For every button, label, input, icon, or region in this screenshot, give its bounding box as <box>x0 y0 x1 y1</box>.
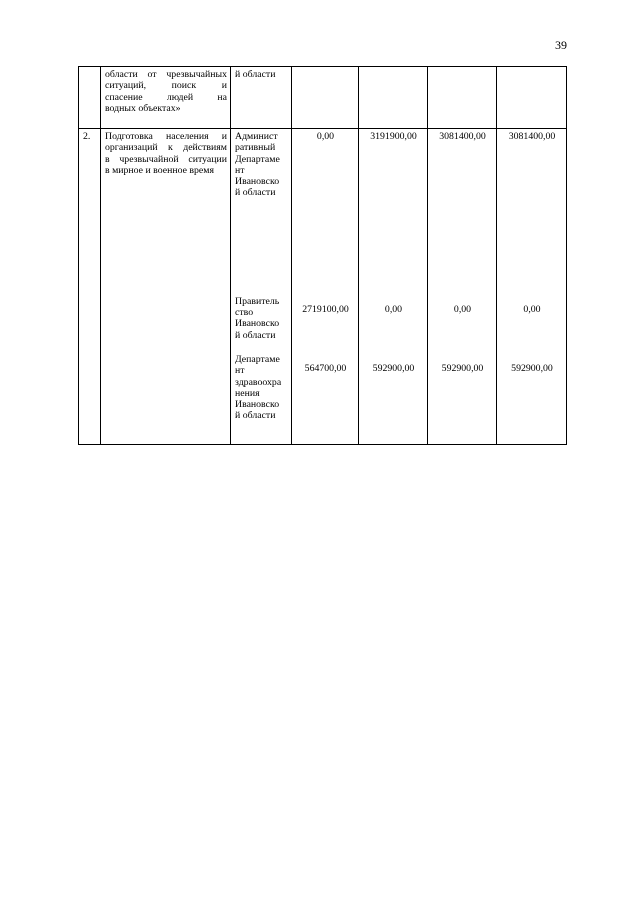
value-cell: 0,00 <box>523 304 541 316</box>
executor-line: Департаме <box>235 353 280 365</box>
value-cell: 0,00 <box>453 304 472 316</box>
executor-line: й области <box>235 410 276 422</box>
name-line: области от чрезвычайных <box>105 69 227 80</box>
value-column <box>292 129 359 445</box>
executor-line: Департаме <box>235 153 280 165</box>
value-column <box>359 129 428 445</box>
budget-table <box>78 66 567 445</box>
executor-line: Правитель <box>235 295 280 307</box>
executor-line: й области <box>235 187 276 199</box>
executor-line: Ивановско <box>235 176 280 188</box>
executor-health-department <box>235 354 288 422</box>
value-cell: 0,00 <box>384 304 403 316</box>
executor-line: й области <box>235 69 276 80</box>
measure-name <box>101 67 231 129</box>
table-row <box>79 129 567 445</box>
name-line: организаций к действиям <box>105 142 227 154</box>
value-cell: 0,00 <box>316 131 335 142</box>
value-cell <box>497 67 567 129</box>
name-line: спасение людей на <box>105 91 227 103</box>
value-cell: 3081400,00 <box>508 131 556 142</box>
name-line: водных объектах» <box>105 102 181 114</box>
name-line: ситуаций, поиск и <box>105 80 227 92</box>
value-cell: 564700,00 <box>304 362 347 374</box>
executor-line: нт <box>235 164 245 176</box>
value-cell: 592900,00 <box>372 362 415 374</box>
executor-line: ство <box>235 307 254 319</box>
name-line: в чрезвычайной ситуации <box>105 153 227 165</box>
table-row <box>79 67 567 129</box>
value-column <box>428 129 497 445</box>
executor-government <box>235 296 288 341</box>
executor-line: ративный <box>235 142 276 154</box>
value-cell: 592900,00 <box>511 362 553 374</box>
executor-admin-department <box>235 131 288 199</box>
row-number: 2. <box>79 129 101 445</box>
executor-line: й области <box>235 329 276 341</box>
value-cell: 3081400,00 <box>439 131 486 142</box>
executor-cell <box>231 67 292 129</box>
executor-line: здравоохра <box>235 376 282 388</box>
value-cell <box>292 67 359 129</box>
value-cell <box>359 67 428 129</box>
executor-line: Ивановско <box>235 318 280 330</box>
value-column <box>497 129 567 445</box>
row-number <box>79 67 101 129</box>
name-line: Подготовка населения и <box>105 131 227 142</box>
executor-line: нения <box>235 387 260 399</box>
value-cell <box>428 67 497 129</box>
executor-line: Ивановско <box>235 399 280 411</box>
value-cell: 592900,00 <box>441 362 484 374</box>
executor-cell <box>231 129 292 445</box>
page-number: 39 <box>555 38 567 52</box>
value-cell: 3191900,00 <box>370 131 417 142</box>
measure-name <box>101 129 231 445</box>
name-line: в мирное и военное время <box>105 164 214 176</box>
executor-line: Админист <box>235 131 278 142</box>
value-cell: 2719100,00 <box>302 304 349 316</box>
executor-line: нт <box>235 365 245 377</box>
